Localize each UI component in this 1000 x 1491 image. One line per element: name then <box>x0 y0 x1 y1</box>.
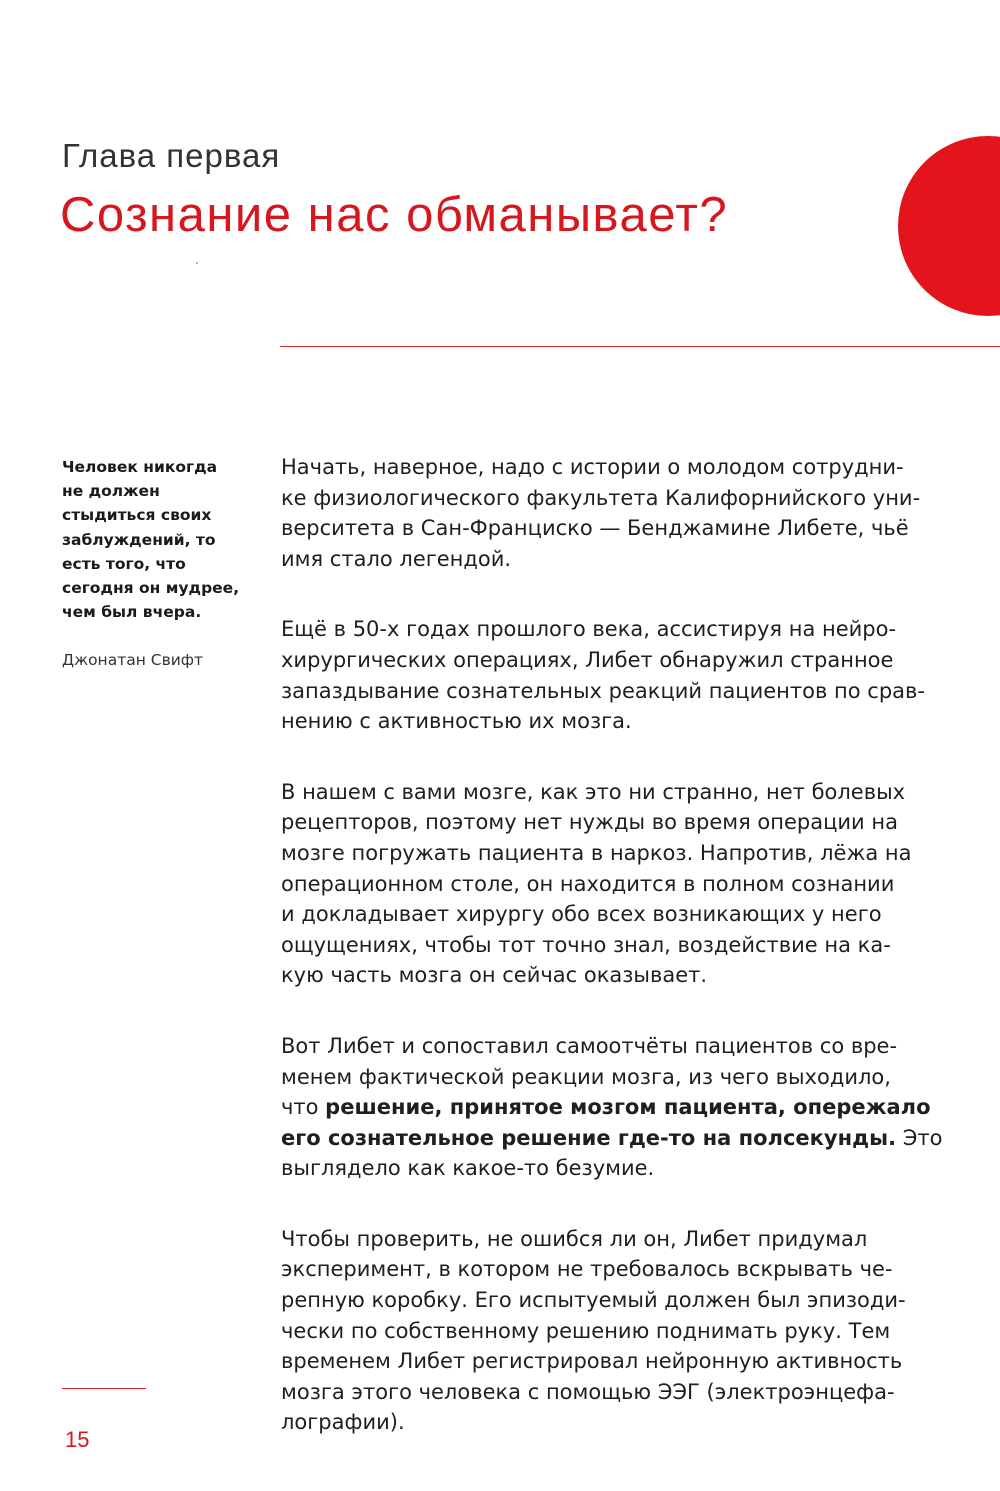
epigraph-line: Человек никогда <box>62 458 218 476</box>
text-line: рецепторов, поэтому нет нужды во время операции на <box>281 810 898 835</box>
text-line: ощущениях, чтобы тот точно знал, воздействие на ка- <box>281 932 891 957</box>
text-line: мозга этого человека с помощью ЭЭГ (электроэнцефа- <box>281 1379 895 1404</box>
text-line: нению с активностью их мозга. <box>281 709 632 734</box>
text-line: Чтобы проверить, не ошибся ли он, Либет придумал <box>281 1226 868 1251</box>
epigraph-line: не должен <box>62 482 160 501</box>
epigraph-line: чем был вчера. <box>62 603 202 622</box>
text-line: мозге погружать пациента в наркоз. Напротив, лёжа на <box>281 840 912 865</box>
body-text <box>281 452 971 1478</box>
text-line: Начать, наверное, надо с истории о молодом сотрудни- <box>281 455 904 479</box>
text-line: хирургических операциях, Либет обнаружил странное <box>281 647 894 672</box>
text-line: В нашем с вами мозге, как это ни странно, нет болевых <box>281 779 906 804</box>
text-line: чески по собственному решению поднимать руку. Тем <box>281 1318 891 1343</box>
text-line: верситета в Сан-Франциско — Бенджамине Либете, чьё <box>281 516 909 541</box>
emphasis-text: решение, принятое мозгом пациента, опережало <box>325 1095 931 1120</box>
text-line: ке физиологического факультета Калифорнийского уни- <box>281 485 921 510</box>
epigraph-line: сегодня он мудрее, <box>62 579 240 598</box>
epigraph-author: Джонатан Свифт <box>62 651 204 670</box>
text-line: менем фактической реакции мозга, из чего выходило, <box>281 1064 891 1089</box>
paragraph-4 <box>281 1031 971 1184</box>
epigraph-line: есть того, что <box>62 554 186 573</box>
text-line: кую часть мозга он сейчас оказывает. <box>281 963 708 988</box>
text-line: и докладывает хирургу обо всех возникающих у него <box>281 902 882 927</box>
text-line: лографии). <box>281 1410 405 1435</box>
text-line: запаздывание сознательных реакций пациентов по срав- <box>281 678 925 703</box>
chapter-title: Сознание нас обманывает? <box>60 188 729 242</box>
text-line: репную коробку. Его испытуемый должен был эпизоди- <box>281 1288 906 1313</box>
epigraph <box>62 455 262 669</box>
text-line-mixed <box>281 1092 971 1123</box>
text-line: эксперимент, в котором не требовалось вскрывать че- <box>281 1257 893 1282</box>
footer-divider <box>62 1388 146 1389</box>
decorative-dot <box>196 262 198 264</box>
emphasis-text: его сознательное решение где-то на полсекунды. <box>281 1125 897 1150</box>
decorative-red-circle <box>898 136 1000 316</box>
page-number: 15 <box>65 1427 90 1452</box>
text-line: выглядело как какое-то безумие. <box>281 1156 655 1181</box>
paragraph-2 <box>281 614 971 736</box>
text-line: Вот Либет и сопоставил самоотчёты пациентов со вре- <box>281 1033 898 1058</box>
paragraph-1 <box>281 452 971 574</box>
text-line-mixed <box>281 1123 971 1154</box>
text-line: временем Либет регистрировал нейронную активность <box>281 1349 903 1374</box>
epigraph-line: стыдиться своих <box>62 506 212 525</box>
paragraph-3 <box>281 777 971 991</box>
text-line: операционном столе, он находится в полном сознании <box>281 871 895 896</box>
header-divider <box>280 346 1000 347</box>
text-line: имя стало легендой. <box>281 546 512 571</box>
paragraph-5 <box>281 1224 971 1438</box>
epigraph-quote <box>62 455 262 624</box>
text-line: Ещё в 50-х годах прошлого века, ассистируя на нейро- <box>281 617 897 642</box>
chapter-label: Глава первая <box>62 137 281 174</box>
plain-text: Это <box>896 1125 943 1150</box>
epigraph-line: заблуждений, то <box>62 530 216 549</box>
plain-text: что <box>281 1095 326 1120</box>
